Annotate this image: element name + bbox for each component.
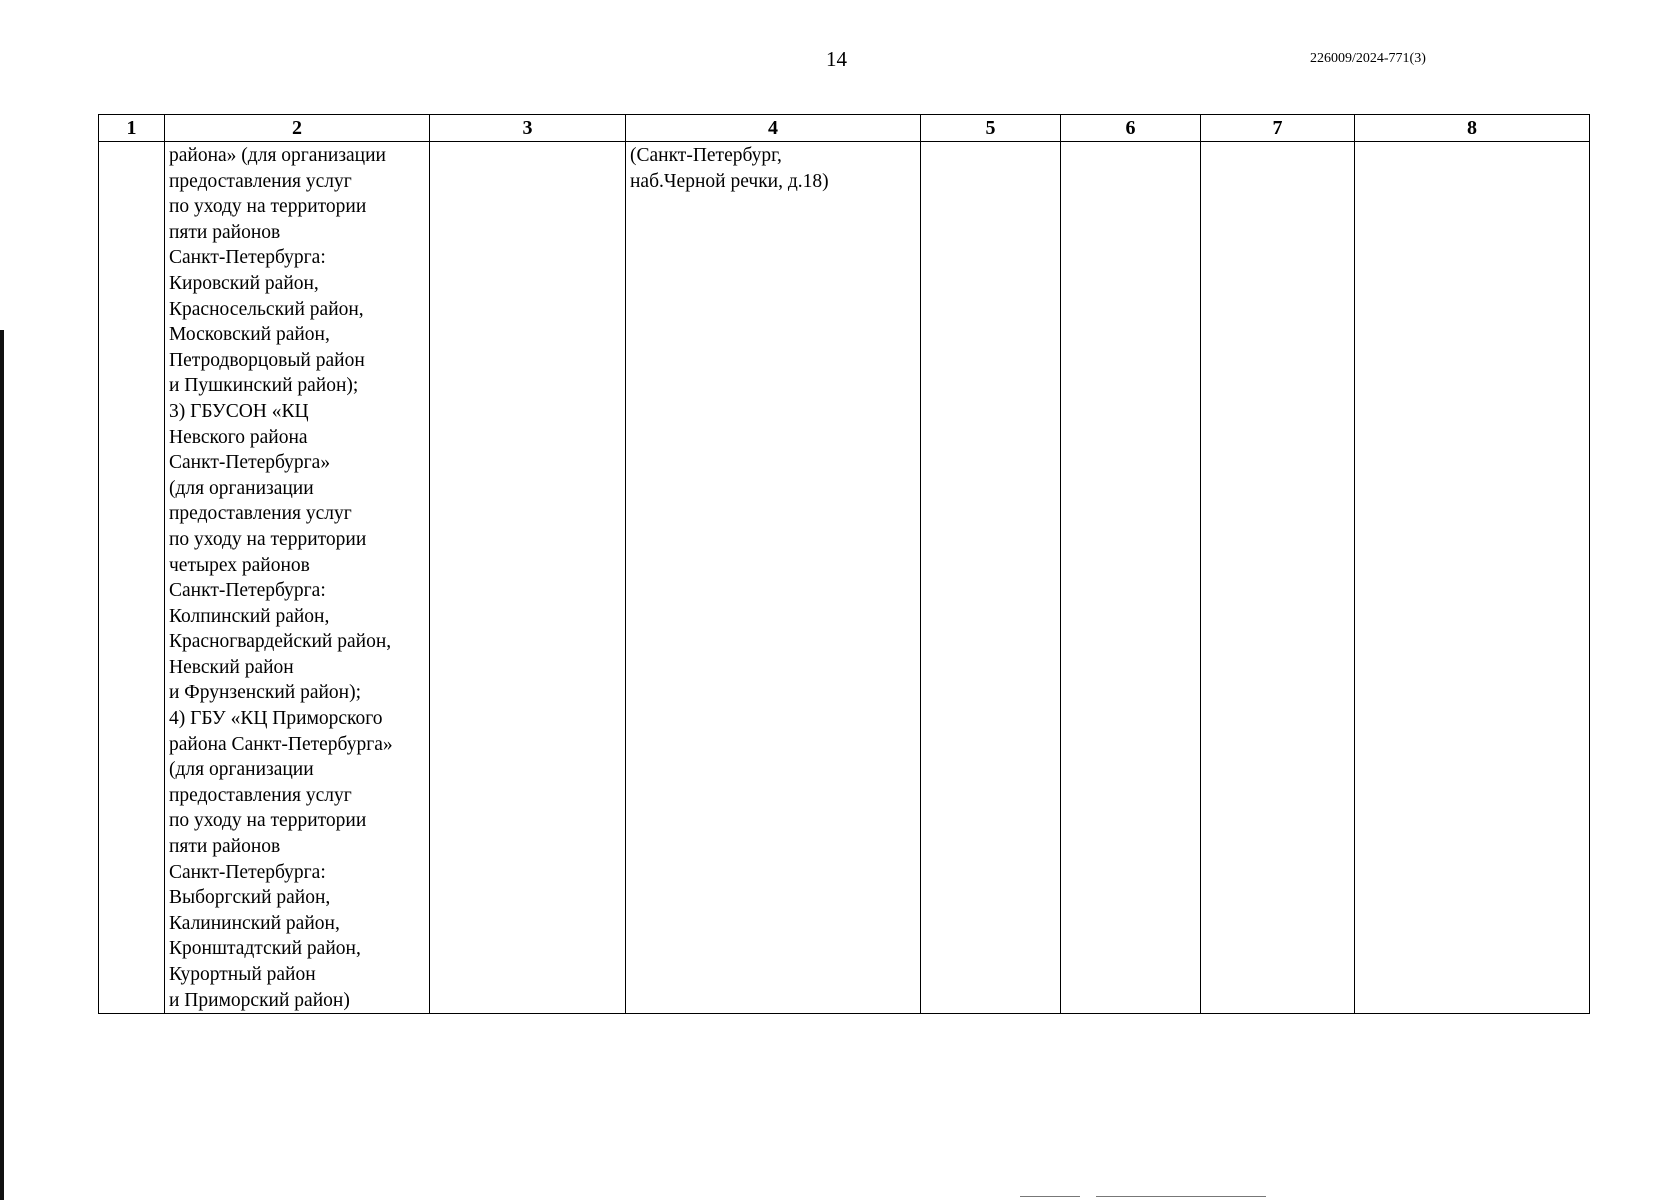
column-header-1: 1: [99, 115, 165, 142]
page-number: 14: [826, 47, 847, 71]
cell-col1: [99, 142, 165, 1014]
footer-rule: [1096, 1196, 1266, 1197]
cell-text-line: Выборгский район,: [169, 887, 331, 909]
cell-text-line: предоставления услуг: [169, 170, 352, 192]
cell-text-line: Кировский район,: [169, 272, 319, 294]
cell-text-line: Санкт-Петербурга:: [169, 580, 326, 602]
column-header-3: 3: [430, 115, 626, 142]
cell-text-line: предоставления услуг: [169, 784, 352, 806]
cell-col4: [626, 142, 921, 1014]
cell-col7: [1201, 142, 1355, 1014]
column-header-6: 6: [1061, 115, 1201, 142]
cell-text-line: Красногвардейский район,: [169, 631, 392, 653]
column-header-5: 5: [921, 115, 1061, 142]
column-header-4: 4: [626, 115, 921, 142]
cell-text-line: Санкт-Петербурга:: [169, 861, 326, 883]
data-table: [98, 114, 1590, 1014]
cell-col3: [430, 142, 626, 1014]
cell-col6: [1061, 142, 1201, 1014]
column-number-row: [99, 115, 1590, 142]
cell-text-line: предоставления услуг: [169, 503, 352, 525]
cell-text-line: Санкт-Петербурга:: [169, 247, 326, 269]
cell-text-line: по уходу на территории: [169, 196, 367, 218]
cell-text-line: пяти районов: [169, 836, 281, 858]
cell-text-line: района Санкт-Петербурга»: [169, 733, 393, 755]
cell-text-line: Московский район,: [169, 324, 330, 346]
cell-col2: [165, 142, 430, 1014]
cell-text-line: четырех районов: [169, 554, 310, 576]
cell-text-line: Кронштадтский район,: [169, 938, 361, 960]
cell-text-line: Красносельский район,: [169, 298, 364, 320]
table-row: [99, 142, 1590, 1014]
column-header-2: 2: [165, 115, 430, 142]
cell-text-line: и Приморский район): [169, 989, 350, 1011]
cell-col8: [1355, 142, 1590, 1014]
cell-text-line: по уходу на территории: [169, 810, 367, 832]
scan-edge: [0, 330, 4, 1200]
cell-text-line: Курортный район: [169, 964, 316, 985]
cell-text-line: наб.Черной речки, д.18): [630, 170, 829, 192]
cell-text-line: Невского района: [169, 426, 308, 448]
cell-text-line: Петродворцовый район: [169, 349, 365, 371]
cell-col5: [921, 142, 1061, 1014]
column-header-7: 7: [1201, 115, 1355, 142]
cell-text-line: (для организации: [169, 759, 314, 781]
cell-text-line: по уходу на территории: [169, 528, 367, 550]
cell-text-line: 3) ГБУСОН «КЦ: [169, 400, 309, 422]
cell-text-line: (для организации: [169, 477, 314, 499]
cell-text-line: Невский район: [169, 656, 294, 678]
cell-text-line: Санкт-Петербурга»: [169, 452, 331, 474]
cell-text-line: пяти районов: [169, 221, 281, 243]
column-header-8: 8: [1355, 115, 1590, 142]
document-code: 226009/2024-771(3): [1310, 51, 1426, 66]
cell-text-line: и Пушкинский район);: [169, 375, 359, 397]
cell-text-line: Калининский район,: [169, 912, 340, 934]
footer-rule: [1020, 1196, 1080, 1197]
cell-text-line: района» (для организации: [169, 145, 386, 166]
cell-text-line: (Санкт-Петербург,: [630, 145, 782, 166]
cell-text-line: и Фрунзенский район);: [169, 682, 362, 704]
cell-text-line: 4) ГБУ «КЦ Приморского: [169, 708, 383, 730]
cell-text-line: Колпинский район,: [169, 605, 330, 627]
